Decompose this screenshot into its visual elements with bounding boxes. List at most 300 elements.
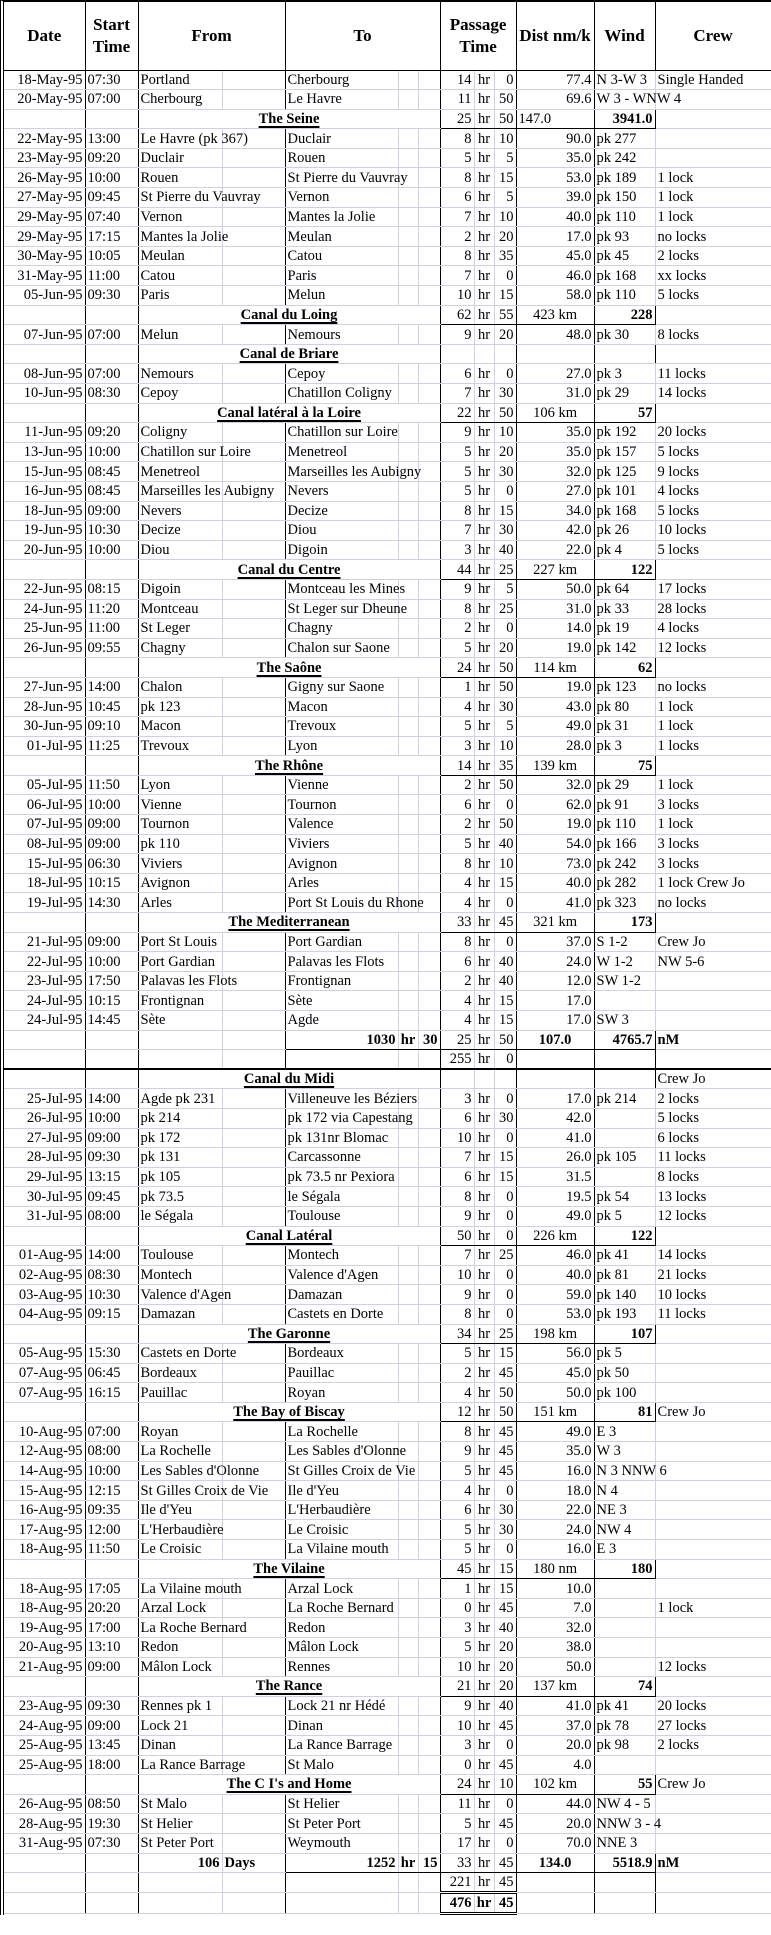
header-wind: Wind [594, 2, 655, 70]
to-spacer-cell [398, 90, 418, 110]
passage-minutes-cell: 30 [494, 462, 516, 482]
crew-cell: 5 locks [655, 286, 771, 306]
from-cell: Chagny [138, 638, 222, 658]
to-cell: Nevers [285, 481, 398, 501]
crew-cell [655, 756, 771, 776]
wind-cell [594, 1108, 655, 1128]
passage-hr-label: hr [474, 266, 494, 286]
section-total-cell: 122 [594, 1226, 655, 1246]
distance-cell: 44.0 [516, 1794, 594, 1814]
passage-minutes-cell: 5 [494, 188, 516, 208]
start-time-cell: 09:30 [85, 1148, 138, 1168]
passage-minutes-cell: 15 [494, 873, 516, 893]
passage-hr-label: hr [474, 442, 494, 462]
crew-cell: 4 locks [655, 619, 771, 639]
to-cell: La Rochelle [285, 1422, 398, 1442]
crew-cell [655, 129, 771, 149]
passage-hours-cell: 1 [440, 1579, 474, 1599]
wind-cell: pk 30 [594, 325, 655, 345]
date-cell: 26-Jun-95 [4, 638, 85, 658]
wind-cell: pk 3 [594, 736, 655, 756]
leg-row [4, 991, 771, 1011]
section-total-cell: 74 [594, 1677, 655, 1697]
section-title-cell [138, 305, 440, 325]
distance-cell: 40.0 [516, 873, 594, 893]
passage-minutes-cell: 5 [494, 148, 516, 168]
to-cell: Frontignan [285, 971, 398, 991]
wind-cell: SW 3 [594, 1011, 655, 1031]
to-spacer-cell [418, 697, 440, 717]
wind-cell: pk 91 [594, 795, 655, 815]
distance-cell: 58.0 [516, 286, 594, 306]
leg-row [4, 1716, 771, 1736]
to-spacer-cell [418, 384, 440, 404]
hr-label: hr [474, 1873, 494, 1893]
start-time-cell: 10:00 [85, 1108, 138, 1128]
blank-cell [655, 1873, 771, 1893]
passage-minutes-cell: 0 [494, 1735, 516, 1755]
section-row [4, 1402, 771, 1422]
blank-cell [138, 1893, 222, 1914]
date-cell: 05-Jul-95 [4, 775, 85, 795]
passage-hr-label: hr [474, 1108, 494, 1128]
leg-row [4, 521, 771, 541]
header-crew: Crew [655, 2, 771, 70]
date-cell: 22-May-95 [4, 129, 85, 149]
leg-row [4, 1755, 771, 1775]
to-cell: St Gilles Croix de Vie [285, 1461, 398, 1481]
passage-hours-cell: 4 [440, 991, 474, 1011]
from-spacer-cell [222, 736, 285, 756]
from-cell: Frontignan [138, 991, 222, 1011]
wind-cell: S 1-2 [594, 932, 655, 952]
distance-cell: 26.0 [516, 1148, 594, 1168]
from-cell: St Gilles Croix de Vie [138, 1481, 222, 1501]
passage-hours-cell: 6 [440, 364, 474, 384]
from-spacer-cell [222, 1716, 285, 1736]
passage-minutes-cell: 20 [494, 442, 516, 462]
passage-hr-label: hr [474, 540, 494, 560]
section-hr-label: hr [474, 1775, 494, 1795]
passage-minutes-cell: 30 [494, 1108, 516, 1128]
distance-cell: 45.0 [516, 1363, 594, 1383]
date-cell: 24-Jun-95 [4, 599, 85, 619]
start-time-cell: 10:05 [85, 246, 138, 266]
date-cell [4, 1873, 85, 1893]
from-cell: St Leger [138, 619, 222, 639]
crew-cell: 5 locks [655, 1108, 771, 1128]
from-spacer-cell [222, 1696, 285, 1716]
from-spacer-cell [222, 834, 285, 854]
hours-cell: 221 [440, 1873, 474, 1893]
start-time-cell [85, 1775, 138, 1795]
passage-minutes-cell: 35 [494, 246, 516, 266]
to-cell: Duclair [285, 129, 398, 149]
to-spacer-cell [398, 971, 418, 991]
passage-minutes-cell: 0 [494, 1206, 516, 1226]
passage-minutes-cell: 15 [494, 991, 516, 1011]
crew-cell [655, 1814, 771, 1834]
wind-cell: pk 26 [594, 521, 655, 541]
leg-row [4, 1500, 771, 1520]
to-spacer-cell [418, 462, 440, 482]
leg-row [4, 1108, 771, 1128]
leg-row [4, 638, 771, 658]
from-spacer-cell [222, 1285, 285, 1305]
date-cell: 05-Aug-95 [4, 1344, 85, 1364]
section-title: Canal du Loing [240, 306, 338, 323]
leg-row [4, 1187, 771, 1207]
wind-cell: N 4 [594, 1481, 655, 1501]
date-cell: 20-Jun-95 [4, 540, 85, 560]
passage-hr-label: hr [474, 521, 494, 541]
from-spacer-cell [222, 854, 285, 874]
start-time-cell [85, 344, 138, 364]
to-spacer-cell [418, 325, 440, 345]
distance-cell: 20.0 [516, 1735, 594, 1755]
section-total-cell: 57 [594, 403, 655, 423]
leg-row [4, 266, 771, 286]
to-spacer-cell [398, 1422, 418, 1442]
from-cell: Pauillac [138, 1383, 222, 1403]
section-hr-label: hr [474, 913, 494, 933]
crew-cell [655, 305, 771, 325]
passage-hours-cell: 10 [440, 1657, 474, 1677]
passage-minutes-cell: 20 [494, 638, 516, 658]
start-time-cell: 09:00 [85, 1657, 138, 1677]
passage-hours-cell: 8 [440, 599, 474, 619]
leg-row [4, 677, 771, 697]
from-spacer-cell [222, 1598, 285, 1618]
from-spacer-cell [222, 952, 285, 972]
wind-cell: W 3 - WNW 4 [594, 90, 655, 110]
date-cell [4, 1893, 85, 1914]
to-cell: St Peter Port [285, 1814, 398, 1834]
passage-hr-label: hr [474, 1344, 494, 1364]
date-cell [4, 403, 85, 423]
total-hr-label: hr [398, 1853, 418, 1873]
start-time-cell: 14:45 [85, 1011, 138, 1031]
start-time-cell: 16:15 [85, 1383, 138, 1403]
passage-minutes-cell: 0 [494, 266, 516, 286]
leg-row [4, 775, 771, 795]
start-time-cell: 11:00 [85, 266, 138, 286]
from-spacer-cell [222, 521, 285, 541]
distance-cell: 10.0 [516, 1579, 594, 1599]
crew-cell [655, 1344, 771, 1364]
passage-hours-cell: 1 [440, 677, 474, 697]
leg-row [4, 1735, 771, 1755]
date-cell: 29-Jul-95 [4, 1167, 85, 1187]
from-cell: Sète [138, 1011, 222, 1031]
passage-hours-cell: 25 [440, 1030, 474, 1050]
date-cell: 08-Jul-95 [4, 834, 85, 854]
from-cell: Bordeaux [138, 1363, 222, 1383]
passage-hr-label: hr [474, 481, 494, 501]
from-cell: Portland [138, 70, 222, 90]
crew-cell: xx locks [655, 266, 771, 286]
to-cell: pk 73.5 nr Pexiora [285, 1167, 398, 1187]
passage-hours-cell: 5 [440, 462, 474, 482]
passage-hr-label: hr [474, 834, 494, 854]
from-cell: le Ségala [138, 1206, 222, 1226]
date-cell [4, 1402, 85, 1422]
start-time-cell: 09:00 [85, 501, 138, 521]
minutes-cell: 45 [494, 1873, 516, 1893]
to-spacer-cell [418, 188, 440, 208]
distance-cell: 42.0 [516, 521, 594, 541]
distance-cell: 22.0 [516, 540, 594, 560]
from-cell: Paris [138, 286, 222, 306]
to-spacer-cell [398, 188, 418, 208]
blank-cell [222, 1893, 285, 1914]
from-spacer-cell [222, 1383, 285, 1403]
passage-hours-cell: 5 [440, 442, 474, 462]
distance-cell: 37.0 [516, 932, 594, 952]
to-cell: La Rance Barrage [285, 1735, 398, 1755]
to-spacer-cell [418, 1579, 440, 1599]
to-cell: Decize [285, 501, 398, 521]
passage-hr-label: hr [474, 1363, 494, 1383]
from-cell: Vernon [138, 207, 222, 227]
section-row [4, 658, 771, 678]
crew-cell: 3 locks [655, 854, 771, 874]
wind-cell: pk 123 [594, 677, 655, 697]
from-cell: pk 73.5 [138, 1187, 222, 1207]
to-cell: Palavas les Flots [285, 952, 398, 972]
to-cell: Valence d'Agen [285, 1265, 398, 1285]
crew-cell: 2 locks [655, 246, 771, 266]
to-spacer-cell [418, 1187, 440, 1207]
start-time-cell [85, 1050, 138, 1070]
voyage-log-table [4, 2, 771, 1915]
date-cell: 07-Aug-95 [4, 1363, 85, 1383]
from-spacer-cell [222, 423, 285, 443]
start-time-cell [85, 1226, 138, 1246]
start-time-cell: 10:15 [85, 991, 138, 1011]
blank-cell [516, 1873, 594, 1893]
passage-minutes-cell: 0 [494, 893, 516, 913]
distance-cell: 48.0 [516, 325, 594, 345]
leg-row [4, 1167, 771, 1187]
from-cell: pk 214 [138, 1108, 222, 1128]
crew-cell: 1 lock [655, 815, 771, 835]
date-cell [4, 756, 85, 776]
passage-minutes-cell: 15 [494, 1011, 516, 1031]
to-cell: Montceau les Mines [285, 579, 398, 599]
date-cell: 27-May-95 [4, 188, 85, 208]
date-cell: 30-Jul-95 [4, 1187, 85, 1207]
from-spacer-cell [222, 775, 285, 795]
passage-minutes-cell: 45 [494, 1814, 516, 1834]
to-spacer-cell [418, 1422, 440, 1442]
wind-cell: pk 101 [594, 481, 655, 501]
distance-cell: 17.0 [516, 227, 594, 247]
wind-cell: E 3 [594, 1422, 655, 1442]
date-cell: 26-Aug-95 [4, 1794, 85, 1814]
section-title-cell [138, 1402, 440, 1422]
distance-cell: 38.0 [516, 1638, 594, 1658]
date-cell: 15-Jun-95 [4, 462, 85, 482]
passage-hr-label: hr [474, 462, 494, 482]
leg-row [4, 90, 771, 110]
to-spacer-cell [398, 1167, 418, 1187]
crew-cell: 12 locks [655, 1657, 771, 1677]
from-spacer-cell [222, 501, 285, 521]
leg-row [4, 579, 771, 599]
date-cell: 31-Aug-95 [4, 1833, 85, 1853]
start-time-cell: 07:30 [85, 1833, 138, 1853]
section-distance-cell: 114 km [516, 658, 594, 678]
section-row [4, 1324, 771, 1344]
to-spacer-cell [398, 1579, 418, 1599]
section-hours-cell: 62 [440, 305, 474, 325]
passage-hours-cell: 8 [440, 1422, 474, 1442]
start-time-cell: 10:30 [85, 1285, 138, 1305]
start-time-cell: 09:30 [85, 1696, 138, 1716]
passage-hours-cell: 9 [440, 423, 474, 443]
leg-row [4, 697, 771, 717]
crew-cell: 2 locks [655, 1089, 771, 1109]
section-hours-cell: 50 [440, 1226, 474, 1246]
to-spacer-cell [418, 423, 440, 443]
passage-hours-cell: 7 [440, 521, 474, 541]
distance-cell: 19.0 [516, 677, 594, 697]
wind-cell: pk 64 [594, 579, 655, 599]
from-spacer-cell [222, 873, 285, 893]
distance-cell: 41.0 [516, 1696, 594, 1716]
wind-cell: pk 41 [594, 1696, 655, 1716]
passage-minutes-cell: 45 [494, 1461, 516, 1481]
days-label-cell: Days [222, 1853, 285, 1873]
section-total-cell: 173 [594, 913, 655, 933]
crew-cell: 1 lock [655, 697, 771, 717]
to-cell: La Vilaine mouth [285, 1540, 398, 1560]
passage-minutes-cell: 15 [494, 1579, 516, 1599]
to-spacer-cell [418, 129, 440, 149]
section-hr-label: hr [474, 1402, 494, 1422]
date-cell: 25-Aug-95 [4, 1735, 85, 1755]
start-time-cell: 11:50 [85, 775, 138, 795]
start-time-cell: 10:00 [85, 168, 138, 188]
passage-minutes-cell: 30 [494, 521, 516, 541]
wind-cell: pk 80 [594, 697, 655, 717]
wind-cell: pk 4 [594, 540, 655, 560]
date-cell: 10-Aug-95 [4, 1422, 85, 1442]
to-spacer-cell [418, 148, 440, 168]
passage-hours-cell: 4 [440, 697, 474, 717]
from-spacer-cell [222, 1108, 285, 1128]
from-cell: Montech [138, 1265, 222, 1285]
start-time-cell [85, 403, 138, 423]
to-spacer-cell [398, 129, 418, 149]
to-cell: Port Gardian [285, 932, 398, 952]
start-time-cell: 09:45 [85, 188, 138, 208]
wind-cell: pk 5 [594, 1206, 655, 1226]
section-distance-cell: 137 km [516, 1677, 594, 1697]
leg-row [4, 129, 771, 149]
wind-cell: pk 19 [594, 619, 655, 639]
wind-cell: pk 93 [594, 227, 655, 247]
start-time-cell: 09:10 [85, 717, 138, 737]
date-cell: 13-Jun-95 [4, 442, 85, 462]
passage-hr-label: hr [474, 579, 494, 599]
date-cell: 23-Aug-95 [4, 1696, 85, 1716]
passage-minutes-cell: 40 [494, 834, 516, 854]
to-spacer-cell [398, 1265, 418, 1285]
leg-row [4, 481, 771, 501]
from-spacer-cell [222, 1206, 285, 1226]
crew-cell: Crew Jo [655, 1069, 771, 1089]
date-cell [4, 344, 85, 364]
passage-hr-label: hr [474, 619, 494, 639]
to-cell: Mâlon Lock [285, 1638, 398, 1658]
to-cell: Chagny [285, 619, 398, 639]
wind-cell: E 3 [594, 1540, 655, 1560]
start-time-cell: 10:00 [85, 442, 138, 462]
passage-minutes-cell: 15 [494, 1148, 516, 1168]
passage-hr-label: hr [474, 1461, 494, 1481]
from-cell: Diou [138, 540, 222, 560]
from-spacer-cell [222, 1011, 285, 1031]
wind-cell: pk 29 [594, 384, 655, 404]
to-spacer-cell [418, 501, 440, 521]
to-spacer-cell [418, 677, 440, 697]
passage-hours-cell: 7 [440, 384, 474, 404]
passage-minutes-cell: 20 [494, 1638, 516, 1658]
days-count-cell [138, 1030, 222, 1050]
to-spacer-cell [418, 1246, 440, 1266]
passage-hr-label: hr [474, 384, 494, 404]
leg-row [4, 1265, 771, 1285]
distance-cell: 49.0 [516, 717, 594, 737]
blank-cell [418, 1050, 440, 1070]
passage-hours-cell: 11 [440, 1794, 474, 1814]
subtotal-hours-row [4, 1873, 771, 1893]
date-cell: 20-Aug-95 [4, 1638, 85, 1658]
passage-hr-label: hr [474, 168, 494, 188]
from-spacer-cell [222, 325, 285, 345]
passage-hr-label: hr [474, 1246, 494, 1266]
section-row [4, 109, 771, 129]
distance-cell: 32.0 [516, 1618, 594, 1638]
leg-row [4, 1481, 771, 1501]
passage-minutes-cell: 0 [494, 70, 516, 90]
total-hours-cell: 1030 [285, 1030, 398, 1050]
to-spacer-cell [418, 1265, 440, 1285]
to-spacer-cell [398, 932, 418, 952]
blank-cell [222, 1050, 285, 1070]
leg-row [4, 1833, 771, 1853]
wind-cell: pk 110 [594, 815, 655, 835]
crew-cell [655, 1363, 771, 1383]
start-time-cell: 10:00 [85, 1461, 138, 1481]
distance-cell: 18.0 [516, 1481, 594, 1501]
passage-minutes-cell: 0 [494, 1187, 516, 1207]
passage-minutes-cell: 0 [494, 619, 516, 639]
to-cell: Nemours [285, 325, 398, 345]
from-cell: Viviers [138, 854, 222, 874]
leg-row [4, 1285, 771, 1305]
section-total-cell: 122 [594, 560, 655, 580]
passage-hr-label: hr [474, 1657, 494, 1677]
wind-cell: pk 166 [594, 834, 655, 854]
start-time-cell: 08:00 [85, 1206, 138, 1226]
distance-cell: 73.0 [516, 854, 594, 874]
header-from: From [138, 2, 285, 70]
section-minutes-cell: 25 [494, 560, 516, 580]
date-cell: 16-Aug-95 [4, 1500, 85, 1520]
